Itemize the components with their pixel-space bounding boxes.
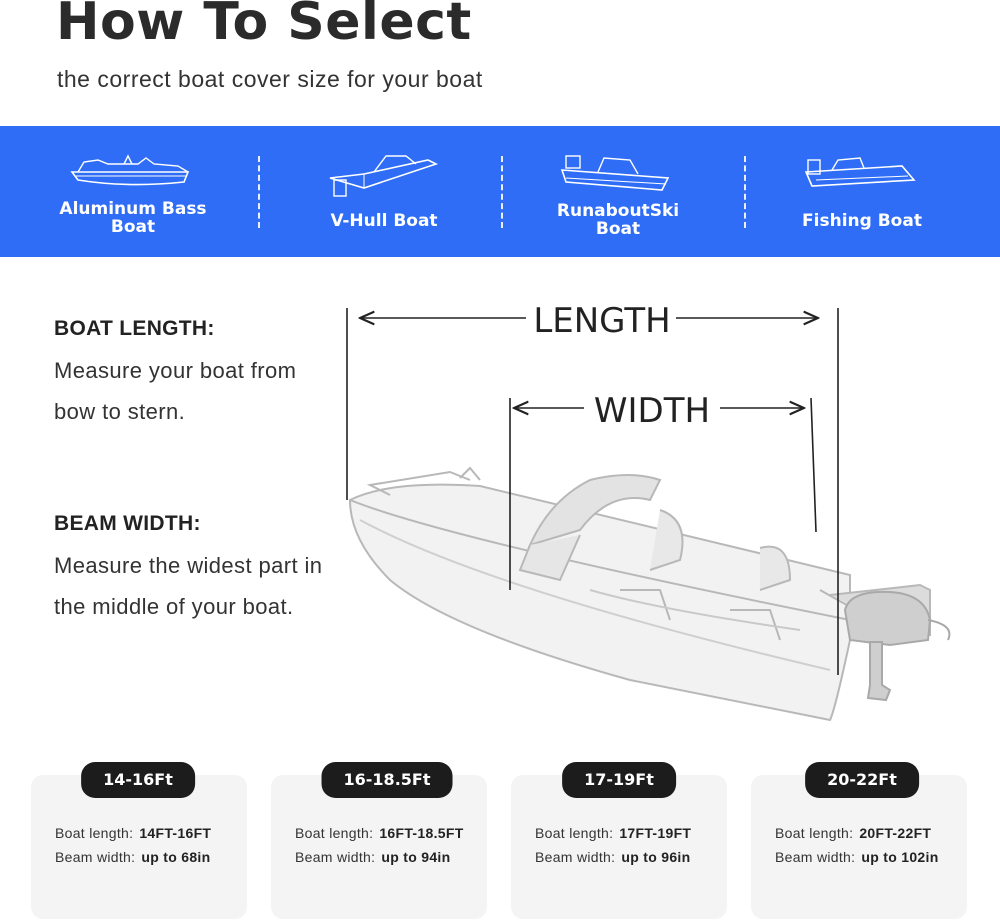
size-badge: 20-22Ft	[805, 762, 919, 798]
boat-length-spec: Boat length: 16FT-18.5FT	[295, 825, 464, 841]
boat-type-fishing	[772, 126, 952, 257]
boat-type-label: V-Hull Boat	[330, 211, 438, 231]
beam-width-spec: Beam width: up to 68in	[55, 849, 211, 865]
size-badge: 14-16Ft	[81, 762, 195, 798]
size-badge: 17-19Ft	[562, 762, 676, 798]
boat-length-spec: Boat length: 17FT-19FT	[535, 825, 692, 841]
beam-width-spec: Beam width: up to 96in	[535, 849, 691, 865]
beam-width-spec: Beam width: up to 102in	[775, 849, 939, 865]
divider	[744, 156, 746, 228]
boat-illustration	[350, 468, 930, 720]
width-right-guide	[811, 398, 816, 532]
boat-type-vhull	[294, 126, 474, 257]
page-title: How To Select	[56, 0, 472, 52]
boat-length-spec: Boat length: 14FT-16FT	[55, 825, 212, 841]
boat-type-label: RunaboutSki Boat	[556, 201, 680, 239]
size-badge: 16-18.5Ft	[322, 762, 453, 798]
boat-type-label: Aluminum Bass Boat	[59, 199, 207, 237]
divider	[258, 156, 260, 228]
bass-boat-icon	[68, 152, 198, 192]
beam-width-spec: Beam width: up to 94in	[295, 849, 451, 865]
boat-type-bass	[43, 126, 223, 257]
divider	[501, 156, 503, 228]
boat-measurement-diagram	[330, 290, 970, 740]
v-hull-boat-icon	[324, 152, 444, 202]
boat-length-text: Measure your boat from bow to stern.	[54, 358, 297, 424]
outboard-motor	[845, 592, 949, 700]
boat-type-band	[0, 126, 1000, 257]
beam-width-heading: BEAM WIDTH:	[54, 512, 201, 535]
runabout-boat-icon	[558, 152, 678, 196]
boat-length-heading: BOAT LENGTH:	[54, 317, 215, 340]
boat-type-runabout	[528, 126, 708, 257]
beam-width-text: Measure the widest part in the middle of your boat.	[54, 553, 323, 619]
boat-length-spec: Boat length: 20FT-22FT	[775, 825, 932, 841]
page-subtitle: the correct boat cover size for your boat	[57, 66, 483, 92]
boat-type-label: Fishing Boat	[802, 211, 922, 231]
fishing-boat-icon	[802, 152, 922, 192]
width-label: WIDTH	[593, 391, 711, 431]
length-label: LENGTH	[533, 301, 671, 341]
